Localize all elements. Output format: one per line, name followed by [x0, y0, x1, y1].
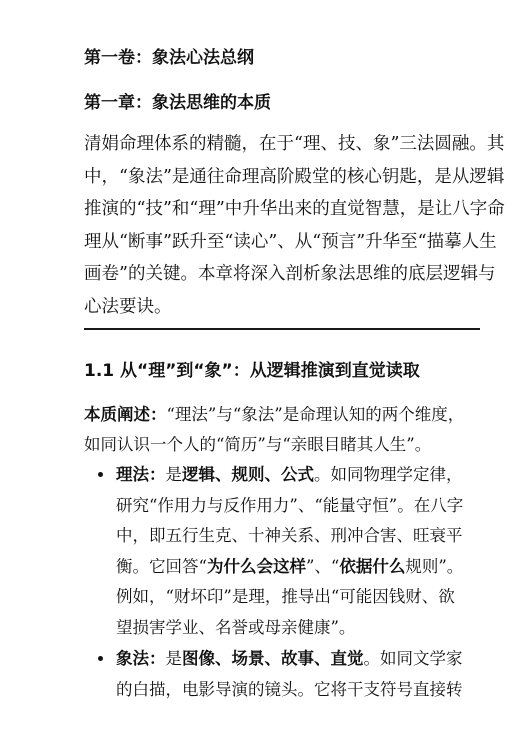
essence-line [84, 400, 484, 430]
bullet-line: 中，即五行生克、十神关系、刑冲合害、旺衰平 [116, 526, 463, 545]
intro-line: 画卷”的关键。本章将深入剖析象法思维的底层逻辑与 [84, 264, 496, 284]
bullet-line: 望损害学业、名誉或母亲健康”。 [116, 617, 356, 637]
essence-label: 本质阐述： [84, 405, 167, 424]
bullet-label: 象法： [116, 649, 166, 668]
list-item-xiang-fa [84, 644, 494, 705]
method-list [84, 460, 494, 706]
chapter-title: 第一章：象法思维的本质 [84, 93, 271, 113]
bullet-emphasis: 依据什么 [339, 556, 406, 576]
bullet-line [116, 552, 494, 583]
bullet-emphasis: 为什么会这样 [206, 556, 306, 576]
bullet-text: 衡。它回答“ [116, 556, 207, 576]
bullet-line: 的白描，电影导演的镜头。它将干支符号直接转 [116, 679, 463, 699]
intro-paragraph [84, 128, 505, 323]
bullet-text: 规则”。 [405, 556, 464, 576]
bullet-icon [98, 472, 103, 477]
bullet-emphasis: 图像、场景、故事、直觉 [182, 649, 364, 668]
bullet-text: ”、“ [305, 556, 340, 576]
essence-line: 如同认识一个人的“简历”与“亲眼目睹其人生”。 [84, 435, 432, 454]
essence-paragraph [84, 400, 484, 460]
bullet-text: 。如同文学家 [363, 649, 463, 668]
section-title: 1.1 从“理”到“象”：从逻辑推演到直觉读取 [84, 361, 420, 381]
essence-text: “理法”与“象法”是命理认知的两个维度， [166, 405, 465, 424]
intro-line: 推演的“技”和“理”中升华出来的直觉智慧，是让八字命 [84, 199, 505, 219]
intro-line: 清娟命理体系的精髓，在于“理、技、象”三法圆融。其 [84, 134, 505, 154]
intro-line: 心法要诀。 [84, 296, 172, 317]
bullet-line: 例如，“财坏印”是理，推导出“可能因钱财、欲 [116, 587, 455, 606]
bullet-text: 。如同物理学定律， [314, 465, 463, 484]
bullet-line [116, 460, 494, 491]
intro-line: 理从“断事”跃升至“读心”、从“预言”升华至“描摹人生 [84, 231, 497, 252]
bullet-text: 是 [165, 465, 182, 484]
list-item-li-fa [84, 460, 494, 643]
intro-line: 中，“象法”是通往命理高阶殿堂的核心钥匙，是从逻辑 [84, 166, 505, 187]
section-divider [84, 328, 480, 330]
bullet-icon [98, 656, 103, 661]
bullet-emphasis: 逻辑、规则、公式 [182, 465, 314, 484]
bullet-text: 是 [165, 649, 182, 668]
bullet-line [116, 644, 494, 675]
volume-title: 第一卷：象法心法总纲 [84, 48, 254, 68]
bullet-label: 理法： [116, 465, 166, 484]
bullet-line: 研究“作用力与反作用力”、“能量守恒”。在八字 [116, 495, 464, 515]
